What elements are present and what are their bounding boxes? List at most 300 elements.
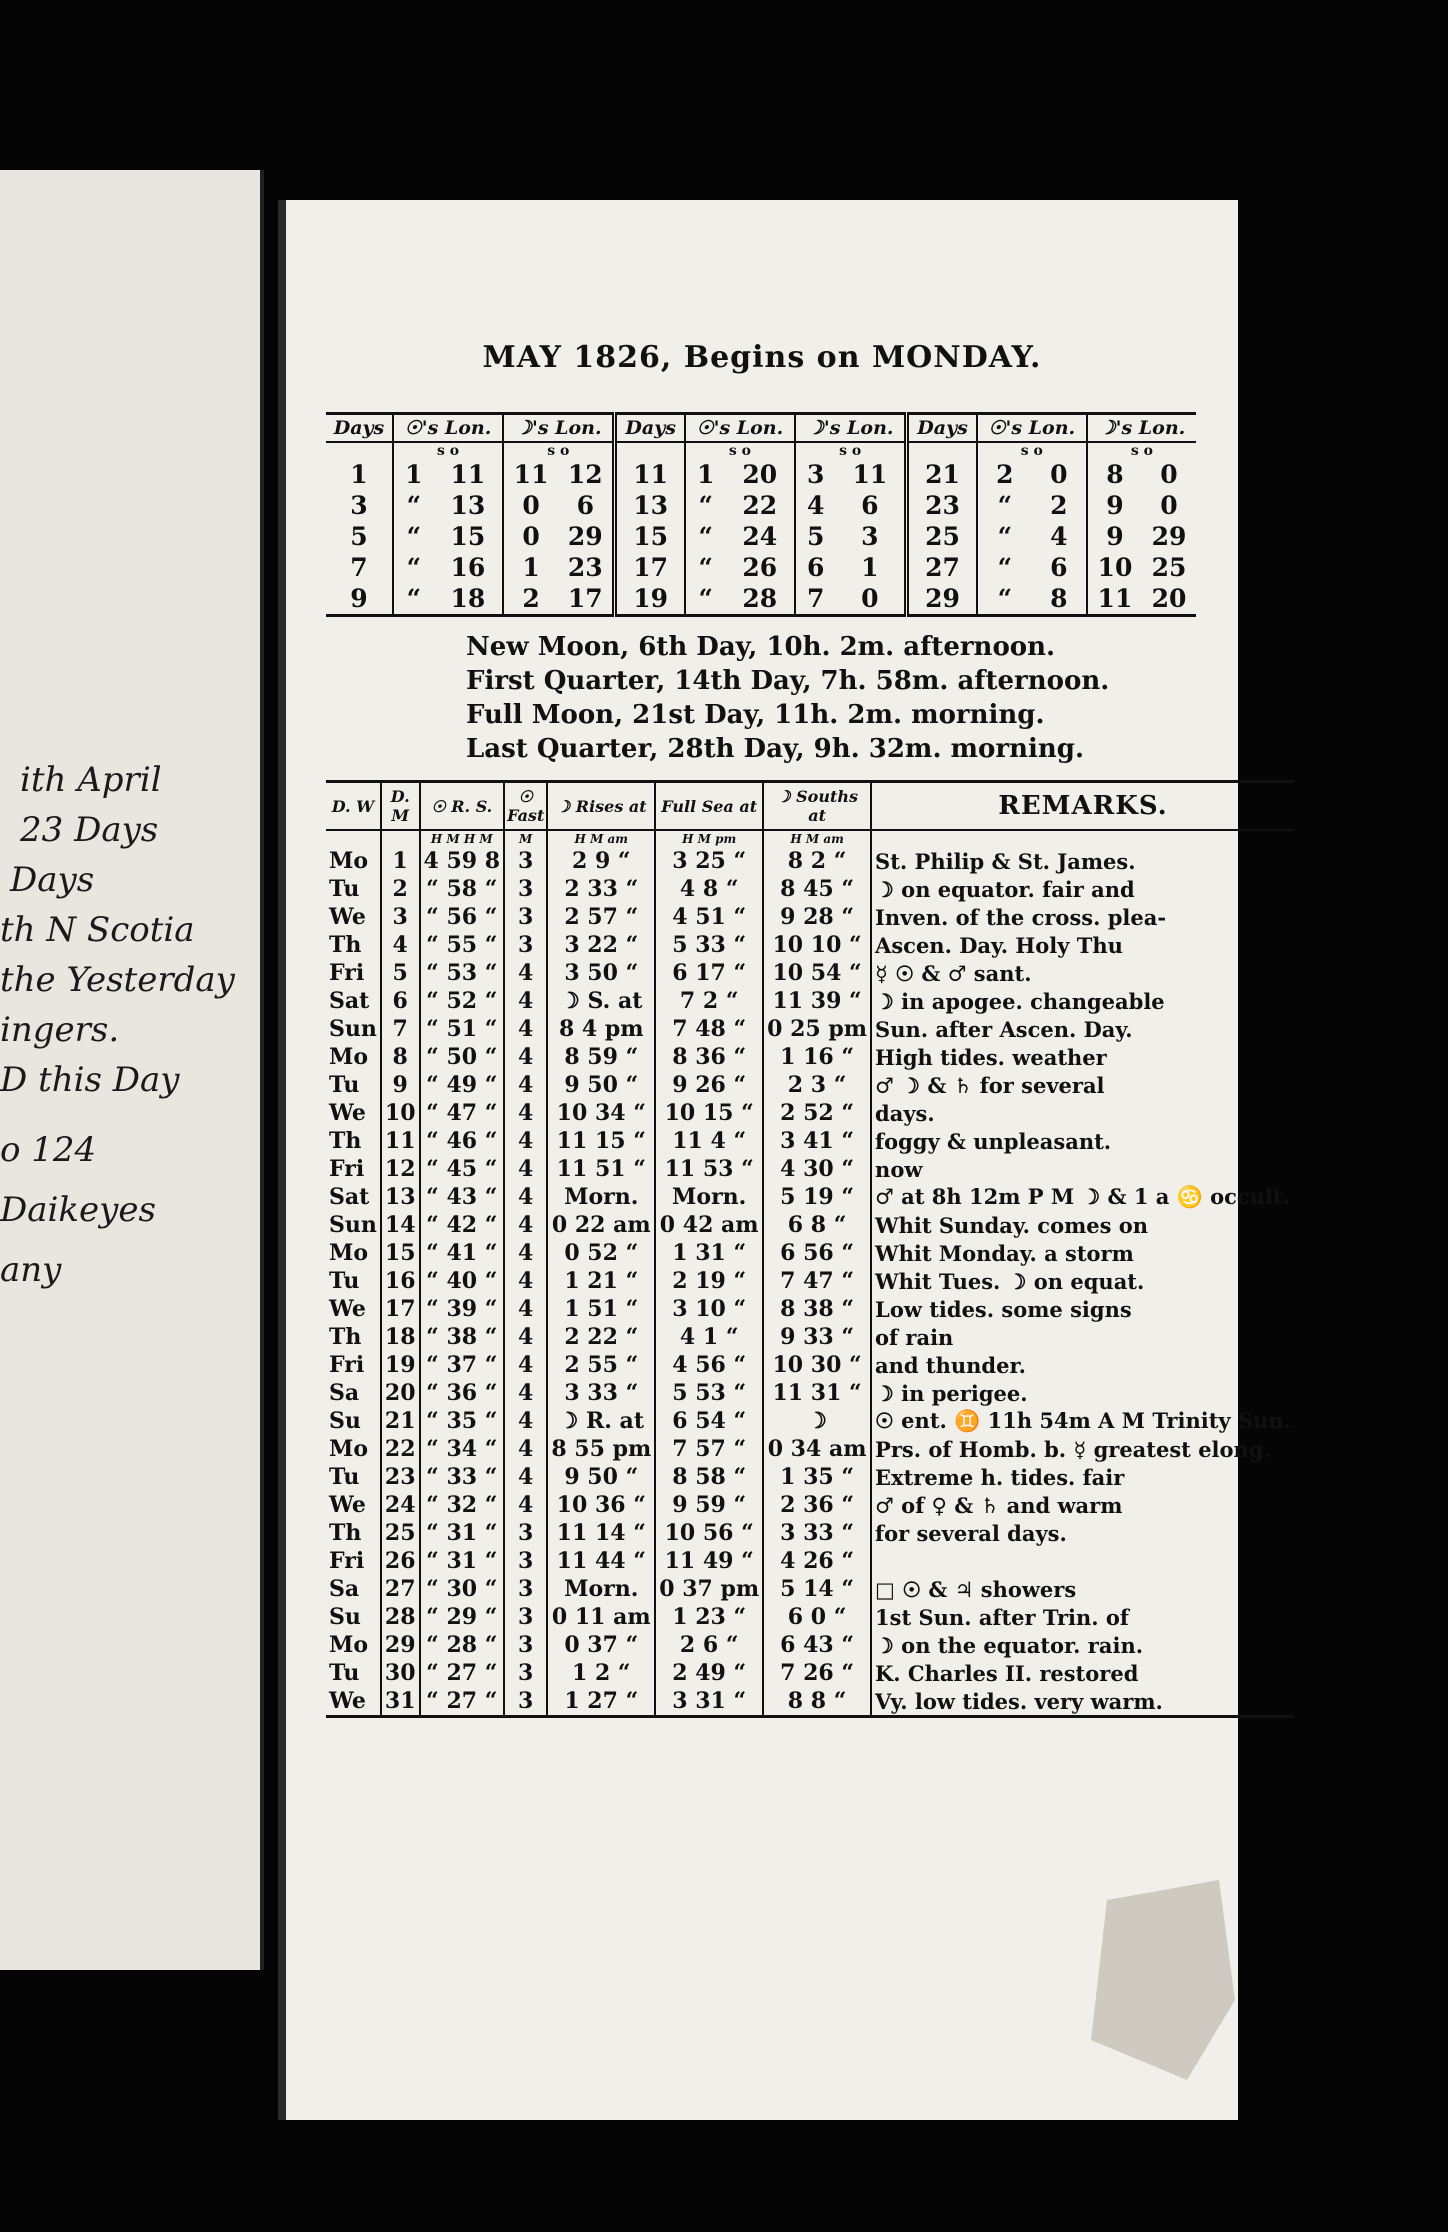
- table-row: [326, 1099, 1294, 1127]
- table-cell: 10 15 “: [655, 1099, 763, 1127]
- table-cell: “ 40 “: [420, 1267, 505, 1295]
- table-cell: “: [997, 522, 1012, 551]
- moon-phases: [466, 630, 1109, 766]
- table-cell: Tu: [326, 1071, 381, 1099]
- table-cell: 22: [381, 1435, 420, 1463]
- table-cell: 3: [381, 903, 420, 931]
- table-cell: 9 59 “: [655, 1491, 763, 1519]
- table-cell: 11: [513, 460, 549, 489]
- table-cell: 7 47 “: [763, 1267, 871, 1295]
- table-cell: 7 48 “: [655, 1015, 763, 1043]
- table-cell: 0 25 pm: [763, 1015, 871, 1043]
- table-cell: 8 2 “: [763, 847, 871, 875]
- table-cell: 15: [381, 1239, 420, 1267]
- table-cell: 16: [434, 552, 504, 583]
- table-cell: 4: [806, 491, 825, 520]
- table-cell: 2 49 “: [655, 1659, 763, 1687]
- phase-line: New Moon, 6th Day, 10h. 2m. afternoon.: [466, 632, 1056, 662]
- col-header: Days: [326, 414, 393, 443]
- table-cell: 31: [381, 1687, 420, 1717]
- table-cell: 27: [907, 552, 977, 583]
- table-cell: 4: [504, 987, 547, 1015]
- table-cell: “ 39 “: [420, 1295, 505, 1323]
- table-cell: 8 36 “: [655, 1043, 763, 1071]
- remarks-cell: ☽ in apogee. changeable: [875, 988, 1165, 1014]
- col-header: ☽ Souths at: [763, 782, 871, 831]
- table-cell: 17: [558, 583, 615, 616]
- table-row: [326, 1183, 1294, 1211]
- table-cell: 3: [504, 903, 547, 931]
- table-cell: Tu: [326, 1267, 381, 1295]
- col-header: D. W: [326, 782, 381, 831]
- table-cell: 21: [381, 1407, 420, 1435]
- table-cell: “ 35 “: [420, 1407, 505, 1435]
- table-cell: “: [406, 522, 421, 551]
- table-cell: 6: [835, 490, 907, 521]
- table-cell: 9 50 “: [547, 1071, 655, 1099]
- table-cell: 25: [381, 1519, 420, 1547]
- table-cell: 28: [381, 1603, 420, 1631]
- table-cell: 27: [381, 1575, 420, 1603]
- table-cell: Th: [326, 1519, 381, 1547]
- table-cell: “ 27 “: [420, 1687, 505, 1717]
- table-cell: 1 21 “: [547, 1267, 655, 1295]
- table-cell: Fri: [326, 1155, 381, 1183]
- table-cell: 12: [558, 459, 615, 490]
- table-cell: 25: [907, 521, 977, 552]
- table-cell: 9: [381, 1071, 420, 1099]
- table-cell: 24: [725, 521, 795, 552]
- table-cell: Sat: [326, 1183, 381, 1211]
- table-cell: 1 23 “: [655, 1603, 763, 1631]
- table-cell: 11 44 “: [547, 1547, 655, 1575]
- table-row: [326, 1015, 1294, 1043]
- table-cell: 1: [326, 459, 393, 490]
- table-cell: 7: [795, 583, 835, 616]
- table-cell: 11 31 “: [763, 1379, 871, 1407]
- table-cell: 26: [381, 1547, 420, 1575]
- unit-cell: [326, 830, 381, 847]
- calendar-table: [326, 780, 1294, 1718]
- table-cell: 13: [615, 490, 685, 521]
- table-cell: 3: [504, 1547, 547, 1575]
- table-cell: 5 53 “: [655, 1379, 763, 1407]
- table-cell: 4 8 “: [655, 875, 763, 903]
- table-row: [326, 1519, 1294, 1547]
- table-cell: “ 49 “: [420, 1071, 505, 1099]
- table-cell: 4: [504, 1155, 547, 1183]
- table-cell: “: [393, 583, 434, 616]
- table-cell: 10 56 “: [655, 1519, 763, 1547]
- table-cell: “ 43 “: [420, 1183, 505, 1211]
- table-row: [326, 1323, 1294, 1351]
- phase-line: First Quarter, 14th Day, 7h. 58m. afternoon.: [466, 666, 1110, 696]
- table-row: [326, 1435, 1294, 1463]
- table-cell: 28: [725, 583, 795, 616]
- unit-cell: H M am: [763, 830, 871, 847]
- table-cell: 4: [504, 1435, 547, 1463]
- table-cell: We: [326, 1491, 381, 1519]
- table-cell: 9 50 “: [547, 1463, 655, 1491]
- table-cell: “: [685, 583, 726, 616]
- col-header: ☉'s Lon.: [393, 414, 503, 443]
- table-cell: Sa: [326, 1379, 381, 1407]
- table-cell: Morn.: [547, 1183, 655, 1211]
- table-row: [326, 1267, 1294, 1295]
- table-cell: 2 33 “: [547, 875, 655, 903]
- table-cell: 6 43 “: [763, 1631, 871, 1659]
- remarks-cell: High tides. weather: [875, 1044, 1107, 1070]
- table-cell: Mo: [326, 1435, 381, 1463]
- table-cell: 4: [504, 1043, 547, 1071]
- table-cell: Mo: [326, 1239, 381, 1267]
- table-cell: 25: [1151, 553, 1187, 582]
- table-cell: 14: [381, 1211, 420, 1239]
- remarks-cell: St. Philip & St. James.: [875, 848, 1136, 874]
- table-cell: 20: [1142, 583, 1196, 616]
- table-cell: 11: [434, 459, 504, 490]
- remarks-cell: 1st Sun. after Trin. of: [875, 1604, 1129, 1630]
- table-cell: 0: [522, 491, 540, 520]
- table-cell: “: [698, 491, 713, 520]
- table-cell: 3 31 “: [655, 1687, 763, 1717]
- table-cell: Sa: [326, 1575, 381, 1603]
- remarks-cell: Whit Sunday. comes on: [875, 1212, 1149, 1238]
- table-cell: 9: [1106, 491, 1124, 520]
- handwriting-line: o 124: [0, 1130, 97, 1170]
- table-cell: 10 54 “: [763, 959, 871, 987]
- table-cell: Su: [326, 1407, 381, 1435]
- table-cell: We: [326, 1295, 381, 1323]
- table-cell: 2: [1032, 490, 1087, 521]
- table-row: [326, 1351, 1294, 1379]
- table-cell: 8 45 “: [763, 875, 871, 903]
- table-cell: 11 4 “: [655, 1127, 763, 1155]
- table-row: [326, 1631, 1294, 1659]
- remarks-cell: days.: [875, 1100, 935, 1126]
- remarks-cell: ♂ at 8h 12m P M ☽ & 1 a ♋ occult.: [875, 1184, 1290, 1209]
- table-cell: 9: [1106, 522, 1124, 551]
- table-cell: 4: [504, 959, 547, 987]
- table-cell: 0 42 am: [655, 1211, 763, 1239]
- table-cell: “ 30 “: [420, 1575, 505, 1603]
- table-cell: 3: [504, 1575, 547, 1603]
- table-cell: 4: [504, 1127, 547, 1155]
- table-cell: Th: [326, 1127, 381, 1155]
- table-row: [326, 1295, 1294, 1323]
- col-header: ☉ Fast: [504, 782, 547, 831]
- table-cell: “: [977, 583, 1032, 616]
- table-cell: 6 17 “: [655, 959, 763, 987]
- table-cell: Mo: [326, 1631, 381, 1659]
- table-cell: Su: [326, 1603, 381, 1631]
- table-cell: “ 27 “: [420, 1659, 505, 1687]
- table-cell: 26: [725, 552, 795, 583]
- table-cell: 22: [725, 490, 795, 521]
- table-cell: 4: [504, 1491, 547, 1519]
- table-cell: 1: [405, 460, 423, 489]
- remarks-cell: ♂ ☽ & ♄ for several: [875, 1072, 1105, 1098]
- table-cell: “: [406, 553, 421, 582]
- table-row: [326, 552, 1196, 583]
- remarks-cell: ☽ on equator. fair and: [875, 876, 1135, 902]
- table-cell: 7 2 “: [655, 987, 763, 1015]
- table-cell: 2 52 “: [763, 1099, 871, 1127]
- table-cell: 0: [522, 522, 540, 551]
- unit-cell: H M pm: [655, 830, 763, 847]
- table-cell: Tu: [326, 875, 381, 903]
- table-cell: 20: [725, 459, 795, 490]
- col-header: ☉'s Lon.: [977, 414, 1087, 443]
- col-header: ☉'s Lon.: [685, 414, 795, 443]
- table-row: [326, 931, 1294, 959]
- table-cell: 23: [907, 490, 977, 521]
- unit-cell: H M H M: [420, 830, 505, 847]
- remarks-cell: Vy. low tides. very warm.: [871, 1687, 1294, 1717]
- table-row: [326, 1659, 1294, 1687]
- col-header: ☽'s Lon.: [795, 414, 907, 443]
- table-cell: 10 30 “: [763, 1351, 871, 1379]
- table-cell: 13: [381, 1183, 420, 1211]
- table-cell: 2 55 “: [547, 1351, 655, 1379]
- table-cell: 8 59 “: [547, 1043, 655, 1071]
- table-cell: 0 11 am: [547, 1603, 655, 1631]
- table-row: [326, 1379, 1294, 1407]
- remarks-cell: □ ☉ & ♃ showers: [875, 1576, 1077, 1602]
- remarks-cell: ☽ in perigee.: [875, 1380, 1028, 1406]
- table-cell: 3: [504, 1631, 547, 1659]
- table-row: [326, 521, 1196, 552]
- unit-cell: H M am: [547, 830, 655, 847]
- table-cell: 20: [381, 1379, 420, 1407]
- table-cell: “ 32 “: [420, 1491, 505, 1519]
- remarks-cell: of rain: [875, 1324, 954, 1350]
- table-cell: 8 55 pm: [547, 1435, 655, 1463]
- table-cell: “ 33 “: [420, 1463, 505, 1491]
- table-cell: 23: [558, 552, 615, 583]
- table-cell: 4: [504, 1351, 547, 1379]
- table-cell: 2 19 “: [655, 1267, 763, 1295]
- remarks-cell: Sun. after Ascen. Day.: [875, 1016, 1133, 1042]
- remarks-cell: K. Charles II. restored: [875, 1660, 1139, 1686]
- remarks-cell: [871, 1547, 1294, 1575]
- remarks-header: REMARKS.: [871, 782, 1294, 831]
- table-cell: We: [326, 903, 381, 931]
- unit-cell: M: [504, 830, 547, 847]
- table-cell: 30: [381, 1659, 420, 1687]
- table-cell: 3 41 “: [763, 1127, 871, 1155]
- table-cell: 29: [907, 583, 977, 616]
- remarks-cell: Inven. of the cross. plea-: [875, 904, 1167, 930]
- table-cell: 4 59 8: [420, 847, 505, 875]
- table-cell: “: [997, 491, 1012, 520]
- table-cell: 7 26 “: [763, 1659, 871, 1687]
- table-cell: 3 33 “: [763, 1519, 871, 1547]
- table-cell: 0 37 pm: [655, 1575, 763, 1603]
- table-cell: “: [698, 522, 713, 551]
- table-cell: 6: [381, 987, 420, 1015]
- table-cell: 3 25 “: [655, 847, 763, 875]
- table-cell: 4: [504, 1211, 547, 1239]
- table-cell: 4: [504, 1295, 547, 1323]
- handwriting-line: D this Day: [0, 1060, 180, 1100]
- table-cell: 4 30 “: [763, 1155, 871, 1183]
- table-cell: 4: [381, 931, 420, 959]
- col-header: ☽ Rises at: [547, 782, 655, 831]
- table-cell: 6 0 “: [763, 1603, 871, 1631]
- col-header: D. M: [381, 782, 420, 831]
- table-cell: 2: [503, 583, 558, 616]
- table-cell: 1 35 “: [763, 1463, 871, 1491]
- table-cell: 1: [835, 552, 907, 583]
- unit-cell: s o: [795, 442, 907, 459]
- table-cell: 29: [1151, 522, 1187, 551]
- col-header: ☉ R. S.: [420, 782, 505, 831]
- col-header: Days: [615, 414, 685, 443]
- table-cell: 1 27 “: [547, 1687, 655, 1717]
- table-cell: Mo: [326, 847, 381, 875]
- table-row: [326, 1155, 1294, 1183]
- table-cell: Tu: [326, 1659, 381, 1687]
- handwriting-line: Days: [10, 860, 95, 900]
- unit-cell: [871, 830, 1294, 847]
- remarks-cell: now: [875, 1156, 923, 1182]
- table-cell: 13: [434, 490, 504, 521]
- table-row: [326, 1547, 1294, 1575]
- table-cell: “ 42 “: [420, 1211, 505, 1239]
- table-cell: 5 19 “: [763, 1183, 871, 1211]
- table-cell: 11 53 “: [655, 1155, 763, 1183]
- facing-page: [0, 170, 264, 1970]
- phase-line: Full Moon, 21st Day, 11h. 2m. morning.: [466, 700, 1045, 730]
- table-cell: 4: [504, 1015, 547, 1043]
- unit-cell: s o: [393, 442, 503, 459]
- table-cell: 4: [504, 1239, 547, 1267]
- table-cell: “ 46 “: [420, 1127, 505, 1155]
- unit-cell: s o: [1130, 443, 1153, 459]
- table-cell: 5: [806, 522, 825, 551]
- table-cell: 0: [1160, 460, 1178, 489]
- table-cell: 3 33 “: [547, 1379, 655, 1407]
- col-header: ☽'s Lon.: [1087, 414, 1196, 443]
- remarks-cell: ☽ on the equator. rain.: [875, 1632, 1144, 1658]
- table-cell: “ 51 “: [420, 1015, 505, 1043]
- handwriting-line: ingers.: [0, 1010, 120, 1050]
- table-row: [326, 1043, 1294, 1071]
- remarks-cell: ☿ ☉ & ♂ sant.: [875, 960, 1032, 986]
- table-cell: Fri: [326, 959, 381, 987]
- table-row: [326, 875, 1294, 903]
- handwriting-line: Daikeyes: [0, 1190, 156, 1230]
- table-cell: 18: [381, 1323, 420, 1351]
- table-cell: 11: [615, 459, 685, 490]
- table-cell: 6 8 “: [763, 1211, 871, 1239]
- table-cell: 10: [1097, 553, 1133, 582]
- table-cell: “ 52 “: [420, 987, 505, 1015]
- remarks-cell: Whit Tues. ☽ on equat.: [875, 1268, 1145, 1294]
- table-cell: 11 39 “: [763, 987, 871, 1015]
- col-header: Full Sea at: [655, 782, 763, 831]
- table-row: [326, 1211, 1294, 1239]
- table-cell: 5: [381, 959, 420, 987]
- table-cell: 2 9 “: [547, 847, 655, 875]
- table-row: [326, 1491, 1294, 1519]
- table-row: [326, 1575, 1294, 1603]
- table-cell: 12: [381, 1155, 420, 1183]
- table-cell: 10 34 “: [547, 1099, 655, 1127]
- table-row: [326, 903, 1294, 931]
- table-row: [326, 490, 1196, 521]
- table-cell: 2 6 “: [655, 1631, 763, 1659]
- table-cell: 8 38 “: [763, 1295, 871, 1323]
- table-cell: 4: [504, 1071, 547, 1099]
- table-cell: “ 53 “: [420, 959, 505, 987]
- table-cell: 1 31 “: [655, 1239, 763, 1267]
- table-cell: ☽ S. at: [547, 987, 655, 1015]
- table-cell: 3: [504, 847, 547, 875]
- unit-cell: s o: [685, 442, 795, 459]
- table-cell: 0 22 am: [547, 1211, 655, 1239]
- table-cell: “ 58 “: [420, 875, 505, 903]
- table-cell: 8 58 “: [655, 1463, 763, 1491]
- table-cell: 8: [1106, 460, 1124, 489]
- table-cell: “ 38 “: [420, 1323, 505, 1351]
- table-cell: 2 22 “: [547, 1323, 655, 1351]
- table-cell: 9: [326, 583, 393, 616]
- table-cell: “ 55 “: [420, 931, 505, 959]
- table-cell: 5 33 “: [655, 931, 763, 959]
- handwriting-line: the Yesterday: [0, 960, 235, 1000]
- table-cell: 4 51 “: [655, 903, 763, 931]
- table-cell: 17: [381, 1295, 420, 1323]
- table-cell: 2: [996, 460, 1014, 489]
- phase-line: Last Quarter, 28th Day, 9h. 32m. morning.: [466, 734, 1085, 764]
- table-row: [326, 1603, 1294, 1631]
- table-cell: 2 3 “: [763, 1071, 871, 1099]
- table-cell: 9 33 “: [763, 1323, 871, 1351]
- table-cell: 10: [381, 1099, 420, 1127]
- table-cell: 29: [558, 521, 615, 552]
- table-cell: “ 34 “: [420, 1435, 505, 1463]
- unit-cell: [907, 442, 977, 459]
- remarks-cell: for several days.: [875, 1520, 1067, 1546]
- table-cell: 3: [504, 875, 547, 903]
- remarks-cell: ☉ ent. ♊ 11h 54m A M Trinity Sun.: [875, 1408, 1291, 1433]
- table-cell: 0 52 “: [547, 1239, 655, 1267]
- table-cell: “ 47 “: [420, 1099, 505, 1127]
- table-cell: 4: [504, 1183, 547, 1211]
- table-cell: 4: [1032, 521, 1087, 552]
- handwriting-line: any: [0, 1250, 62, 1290]
- table-cell: 0: [835, 583, 907, 616]
- table-cell: 3: [835, 521, 907, 552]
- table-cell: We: [326, 1687, 381, 1717]
- table-cell: 3: [504, 931, 547, 959]
- table-row: [326, 1463, 1294, 1491]
- table-cell: 21: [907, 459, 977, 490]
- table-cell: 4: [504, 1407, 547, 1435]
- table-cell: 3 50 “: [547, 959, 655, 987]
- table-cell: Sun: [326, 1015, 381, 1043]
- table-cell: 15: [615, 521, 685, 552]
- table-cell: “: [997, 553, 1012, 582]
- table-cell: 11: [381, 1127, 420, 1155]
- table-cell: 5: [326, 521, 393, 552]
- table-cell: “ 56 “: [420, 903, 505, 931]
- table-cell: Mo: [326, 1043, 381, 1071]
- table-cell: 10 10 “: [763, 931, 871, 959]
- table-cell: 1 51 “: [547, 1295, 655, 1323]
